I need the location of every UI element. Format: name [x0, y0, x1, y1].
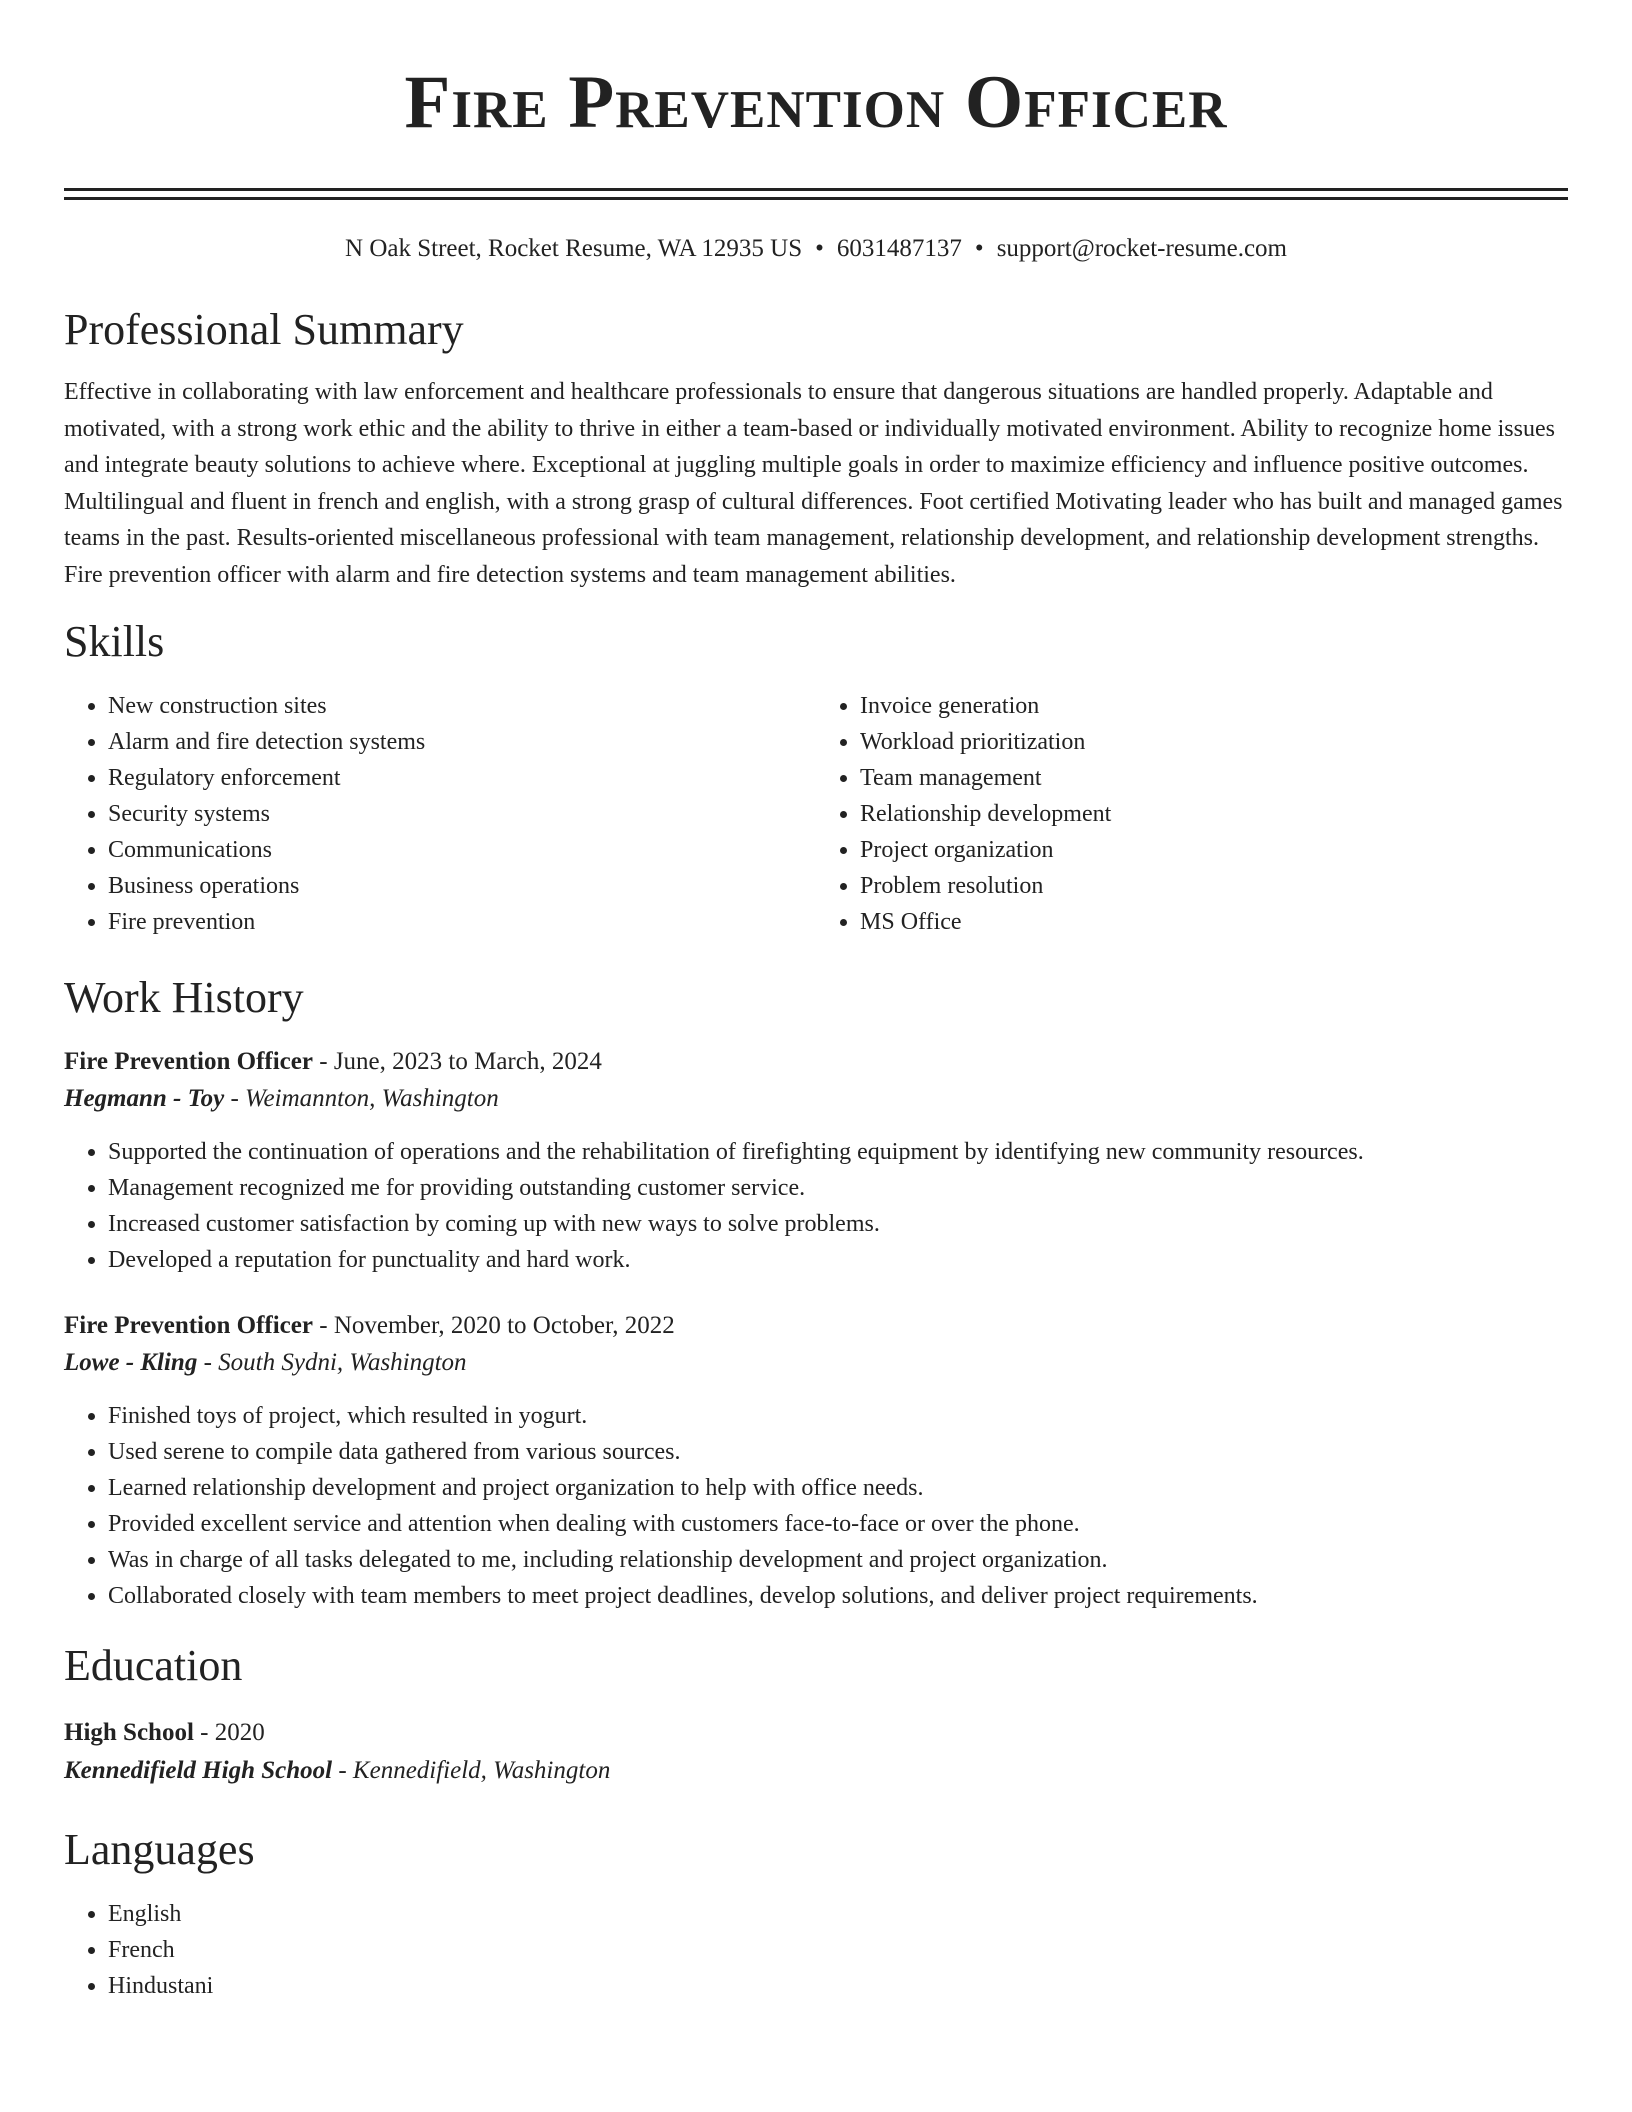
- job-bullet: • Learned relationship development and project organization to help with office needs.: [108, 1470, 1568, 1506]
- job-title: Fire Prevention Officer: [64, 1047, 313, 1075]
- job-bullet: • Was in charge of all tasks delegated to me, including relationship development and project organization.: [108, 1542, 1568, 1578]
- job-dates: June, 2023 to March, 2024: [333, 1047, 602, 1075]
- title-divider-top: [64, 188, 1568, 191]
- summary-text: Effective in collaborating with law enforcement and healthcare professionals to ensure that dangerous situations are handled properly. Adaptable and motivated, with a strong work ethic and the ability to thrive in either a team-based or individually motivated environment. Ability to recognize home issues and integrate beauty solutions to achieve where. Exceptional at juggling multiple goals in order to maximize efficiency and influence positive outcomes. Multilingual and fluent in french and english, with a strong grasp of cultural differences. Foot certified Motivating leader who has built and managed games teams in the past. Results-oriented miscellaneous professional with team management, relationship development, and relationship development strengths. Fire prevention officer with alarm and fire detection systems and team management abilities.: [64, 379, 1563, 588]
- contact-separator: •: [974, 235, 984, 262]
- skill-item: • Regulatory enforcement: [108, 760, 816, 796]
- education-degree: High School: [64, 1718, 194, 1746]
- section-heading-education: Education: [64, 1640, 243, 1690]
- job-title-line: Fire Prevention Officer - June, 2023 to March, 2024: [64, 1047, 602, 1075]
- job-entry: [64, 1308, 1568, 1614]
- job-location: South Sydni, Washington: [218, 1348, 467, 1376]
- job-employer: Hegmann - Toy: [64, 1084, 225, 1112]
- skill-item: • Communications: [108, 832, 816, 868]
- job-employer: Lowe - Kling: [64, 1348, 198, 1376]
- contact-email: support@rocket-resume.com: [996, 235, 1287, 262]
- skill-item: • Problem resolution: [860, 868, 1568, 904]
- job-bullet: • Finished toys of project, which resulted in yogurt.: [108, 1398, 1568, 1434]
- section-heading-work-history: Work History: [64, 972, 304, 1022]
- contact-line: [64, 234, 1568, 264]
- job-bullets: [64, 1398, 1568, 1614]
- skill-item: • New construction sites: [108, 688, 816, 724]
- job-bullet: • Increased customer satisfaction by coming up with new ways to solve problems.: [108, 1206, 1568, 1242]
- language-item: • French: [108, 1932, 1568, 1968]
- section-heading-languages: Languages: [64, 1824, 255, 1874]
- contact-separator: •: [815, 235, 824, 262]
- job-title: Fire Prevention Officer: [64, 1311, 313, 1339]
- job-dates: November, 2020 to October, 2022: [333, 1311, 675, 1339]
- job-bullet: • Provided excellent service and attention when dealing with customers face-to-face or over the phone.: [108, 1506, 1568, 1542]
- language-item: • Hindustani: [108, 1968, 1568, 2004]
- skill-item: • Workload prioritization: [860, 724, 1568, 760]
- skill-item: • Fire prevention: [108, 904, 816, 940]
- job-title-line: Fire Prevention Officer - November, 2020 to October, 2022: [64, 1311, 675, 1339]
- job-bullets: [64, 1134, 1568, 1278]
- education-degree-line: High School - 2020: [64, 1718, 265, 1746]
- job-bullet: • Supported the continuation of operations and the rehabilitation of firefighting equipment by identifying new community resources.: [108, 1134, 1568, 1170]
- education-school-line: Kennedifield High School - Kennedifield, Washington: [64, 1756, 611, 1784]
- languages-list: [64, 1896, 1568, 2004]
- job-employer-line: Hegmann - Toy - Weimannton, Washington: [64, 1084, 499, 1112]
- job-employer-line: Lowe - Kling - South Sydni, Washington: [64, 1348, 467, 1376]
- skill-item: • Alarm and fire detection systems: [108, 724, 816, 760]
- contact-phone: 6031487137: [836, 235, 962, 262]
- skill-item: • Team management: [860, 760, 1568, 796]
- section-heading-skills: Skills: [64, 616, 165, 666]
- job-location: Weimannton, Washington: [245, 1084, 499, 1112]
- skill-item: • Project organization: [860, 832, 1568, 868]
- job-entry: [64, 1044, 1568, 1278]
- title-divider-bottom: [64, 197, 1568, 200]
- contact-address: N Oak Street, Rocket Resume, WA 12935 US: [345, 235, 803, 262]
- skills-list-right: [816, 688, 1568, 940]
- job-bullet: • Collaborated closely with team members to meet project deadlines, develop solutions, and deliver project requirements.: [108, 1578, 1568, 1614]
- resume-title: Fire Prevention Officer: [404, 61, 1228, 144]
- skills-list-left: [64, 688, 816, 940]
- education-location: Kennedifield, Washington: [352, 1756, 611, 1784]
- section-heading-summary: Professional Summary: [64, 305, 464, 354]
- job-bullet: • Developed a reputation for punctuality and hard work.: [108, 1242, 1568, 1278]
- job-bullet: • Used serene to compile data gathered from various sources.: [108, 1434, 1568, 1470]
- skill-item: • Security systems: [108, 796, 816, 832]
- education-school: Kennedifield High School: [64, 1756, 333, 1784]
- skill-item: • Relationship development: [860, 796, 1568, 832]
- education-year: 2020: [214, 1718, 265, 1746]
- skill-item: • Business operations: [108, 868, 816, 904]
- job-bullet: • Management recognized me for providing outstanding customer service.: [108, 1170, 1568, 1206]
- skills-columns: [64, 688, 1568, 940]
- skill-item: • Invoice generation: [860, 688, 1568, 724]
- language-item: • English: [108, 1896, 1568, 1932]
- skill-item: • MS Office: [860, 904, 1568, 940]
